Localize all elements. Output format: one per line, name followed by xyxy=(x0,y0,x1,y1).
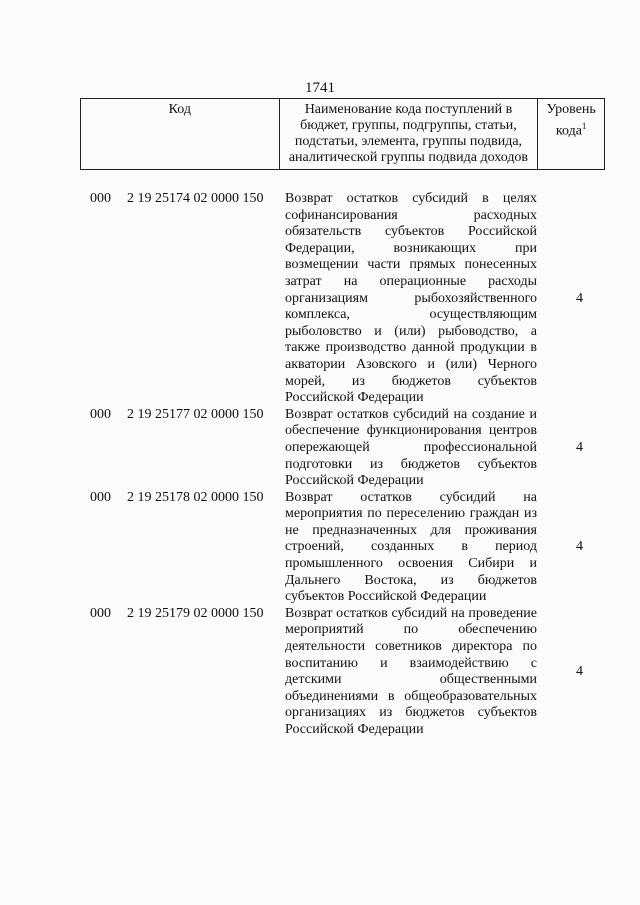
table-row xyxy=(90,490,590,606)
header-name: Наименование кода поступлений в бюджет, группы, подгруппы, статьи, подстатьи, элемента, группы подвида, аналитической группы подвида доходов xyxy=(279,99,538,170)
page-number: 1741 xyxy=(305,80,335,96)
header-level-footnote: 1 xyxy=(581,121,587,131)
header-level xyxy=(538,99,605,170)
row-income-name: Возврат остатков субсидий на проведение мероприятий по обеспечению деятельности советников директора по воспитанию и взаимодействию с детскими общественными объединениями в общеобразовательных организациях из бюджетов субъектов Российской Федерации xyxy=(285,605,537,737)
row-admin-code: 000 xyxy=(90,406,111,422)
row-income-name: Возврат остатков субсидий на мероприятия по переселению граждан из не предназначенных для проживания строений, созданных в период промышленного освоения Сибири и Дальнего Востока, из бюджетов субъектов Российской Федерации xyxy=(285,489,537,605)
row-level: 4 xyxy=(576,539,583,555)
row-admin-code: 000 xyxy=(90,489,111,505)
row-income-code: 2 19 25178 02 0000 150 xyxy=(127,489,264,505)
table-row xyxy=(90,191,590,407)
row-income-code: 2 19 25174 02 0000 150 xyxy=(127,191,264,206)
header-level-label: Уровень кода xyxy=(546,102,596,139)
row-admin-code: 000 xyxy=(90,605,111,621)
row-income-code: 2 19 25177 02 0000 150 xyxy=(127,406,264,422)
row-admin-code: 000 xyxy=(90,191,111,206)
row-income-name: Возврат остатков субсидий на создание и обеспечение функционирования центров опережающей профессиональной подготовки из бюджетов субъектов Российской Федерации xyxy=(285,406,537,489)
row-income-name: Возврат остатков субсидий в целях софинансирования расходных обязательств субъектов Российской Федерации, возникающих при возмещении части прямых понесенных затрат на операционные расходы организациям рыбохозяйственного комплекса, осуществляющим рыболовство и (или) рыбоводство, а также производство данной продукции в акватории Азовского и (или) Черного морей, из бюджетов субъектов Российской Федерации xyxy=(285,191,537,406)
row-income-code: 2 19 25179 02 0000 150 xyxy=(127,605,264,621)
row-level: 4 xyxy=(576,663,583,679)
row-level: 4 xyxy=(576,439,583,455)
income-code-list xyxy=(90,191,590,739)
row-level: 4 xyxy=(576,290,583,306)
table-row xyxy=(90,606,590,739)
table-header xyxy=(80,98,605,170)
header-code: Код xyxy=(81,99,280,170)
table-row xyxy=(90,407,590,490)
